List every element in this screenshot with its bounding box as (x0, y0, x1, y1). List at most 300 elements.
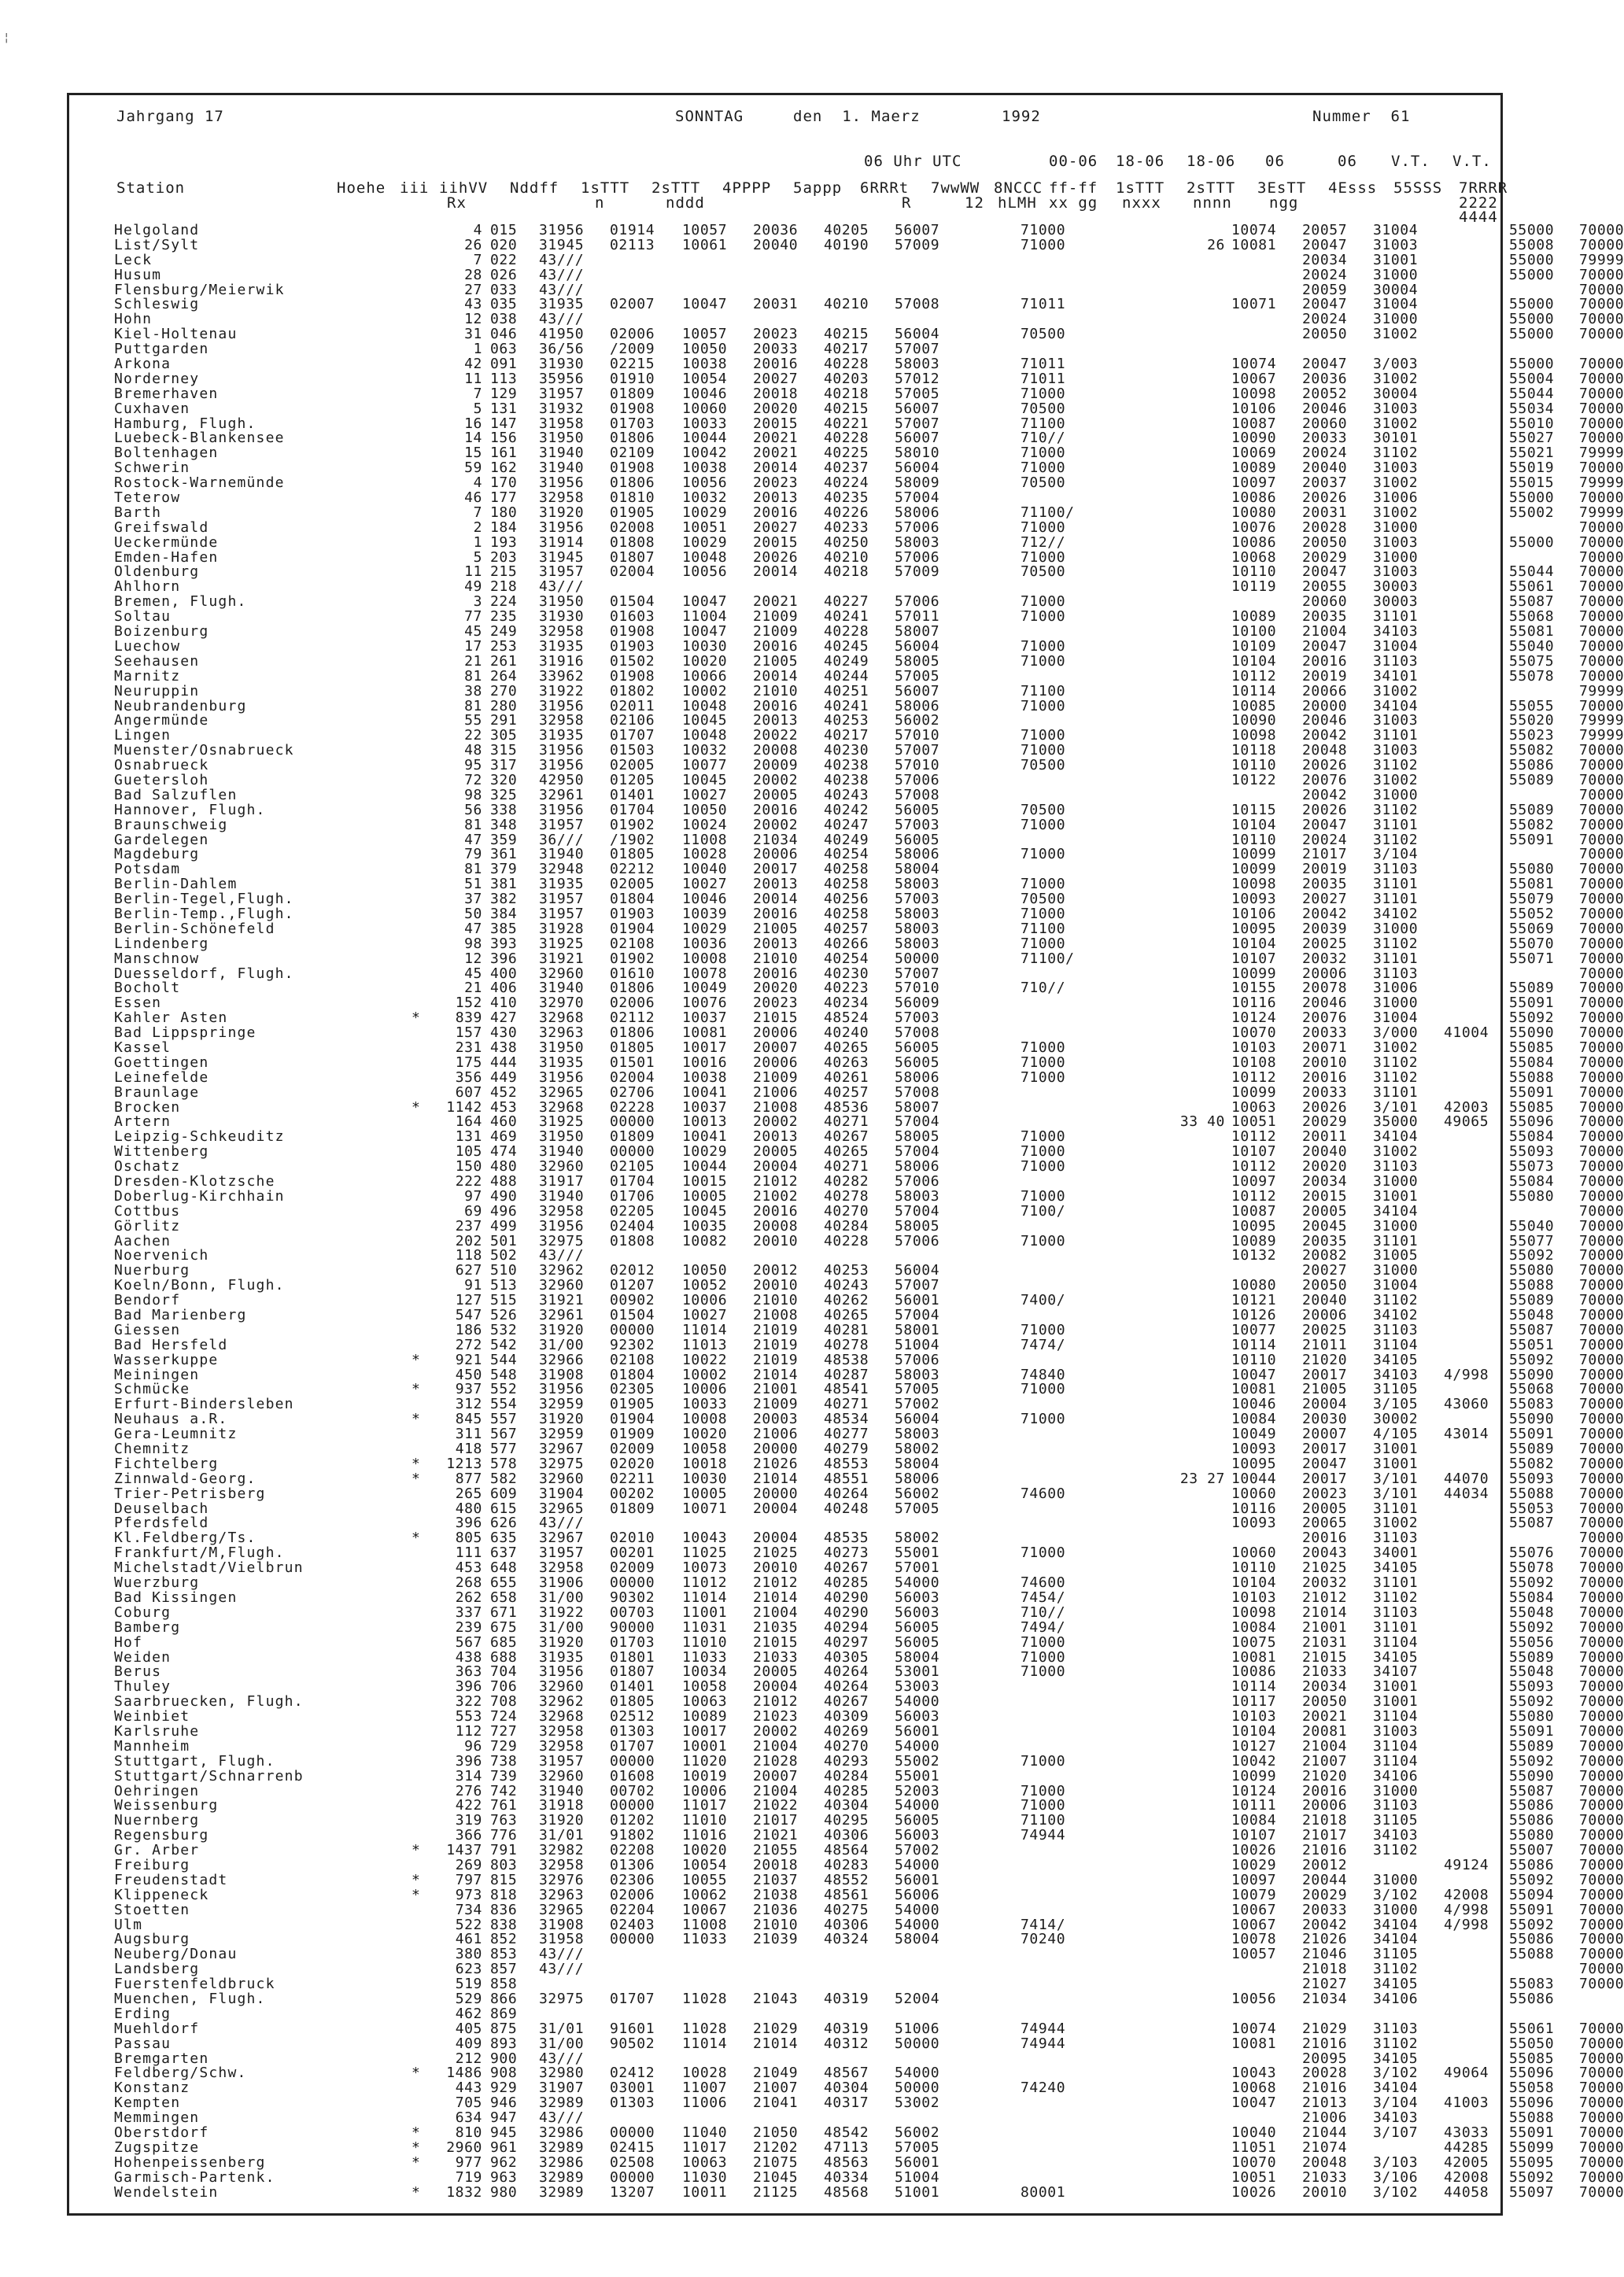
cell-iihvv: 31/00 (539, 2035, 585, 2052)
cell-station-name: Coburg (114, 1603, 172, 1621)
cell-1sttt-b: 10104 (1231, 1722, 1277, 1740)
cell-55sss: 55083 (1509, 1396, 1555, 1413)
cell-iii: 235 (490, 608, 518, 626)
cell-3estt: 34105 (1373, 2050, 1419, 2067)
cell-3estt: 30004 (1373, 281, 1419, 298)
cell-iii: 131 (490, 400, 518, 417)
cell-nddff: 01502 (610, 652, 655, 670)
cell-nddff: 02004 (610, 1068, 655, 1086)
cell-nddff: 01809 (610, 1500, 655, 1517)
cell-iii: 063 (490, 341, 518, 358)
cell-2sttt-b: 21026 (1302, 1931, 1348, 1948)
cell-station-name: Saarbruecken, Flugh. (114, 1693, 304, 1711)
cell-1sttt: 10041 (682, 1128, 728, 1146)
cell-1sttt: 10054 (682, 370, 728, 387)
table-row (114, 1173, 1624, 1190)
cell-2sttt-b: 21044 (1302, 2124, 1348, 2141)
cell-7wwww: 70500 (1021, 400, 1066, 417)
cell-1sttt: 10060 (682, 400, 728, 417)
cell-1sttt-b: 10077 (1231, 1321, 1277, 1338)
cell-1sttt-b: 10074 (1231, 356, 1277, 373)
cell-1sttt: 10032 (682, 742, 728, 759)
cell-nddff: 02105 (610, 1158, 655, 1175)
cell-iihvv: 31958 (539, 415, 585, 432)
cell-nddff: 02108 (610, 1351, 655, 1368)
cell-iihvv: 31922 (539, 682, 585, 699)
cell-hoehe: 26 (464, 236, 482, 253)
cell-3estt: 31000 (1373, 311, 1419, 328)
cell-5appp: 56003 (895, 1827, 940, 1844)
cell-1sttt: 10006 (682, 1381, 728, 1398)
cell-1sttt: 11030 (682, 2168, 728, 2186)
cell-nddff: 01205 (610, 771, 655, 788)
group-18-06a: 18-06 (1116, 153, 1165, 170)
cell-1sttt-b: 10068 (1231, 2080, 1277, 2097)
cell-2sttt-b: 20024 (1302, 311, 1348, 328)
cell-4pppp: 40257 (824, 920, 869, 937)
cell-2sttt-b: 20024 (1302, 831, 1348, 848)
cell-1sttt-b: 10063 (1231, 1098, 1277, 1116)
table-row (114, 370, 1624, 387)
cell-5appp: 56005 (895, 801, 940, 818)
cell-7rrrr: 79999 (1579, 504, 1624, 521)
cell-iii: 438 (490, 1039, 518, 1056)
cell-7rrrr: 70000 (1579, 1603, 1624, 1621)
cell-5appp: 54000 (895, 1737, 940, 1755)
cell-2sttt: 20010 (753, 1232, 799, 1249)
cell-3estt: 31002 (1373, 682, 1419, 699)
cell-55sss: 55092 (1509, 1916, 1555, 1933)
cell-station-name: Schwerin (114, 459, 190, 477)
cell-1sttt: 10029 (682, 504, 728, 521)
cell-nddff: 02005 (610, 757, 655, 774)
cell-2sttt-b: 20005 (1302, 1500, 1348, 1517)
cell-1sttt: 10013 (682, 1113, 728, 1131)
cell-7rrrr: 70000 (1579, 1812, 1624, 1829)
cell-iii: 578 (490, 1455, 518, 1472)
table-row (114, 593, 1624, 611)
cell-hoehe: 480 (455, 1500, 482, 1517)
cell-iihvv: 31/01 (539, 2020, 585, 2037)
cell-4pppp: 40281 (824, 1321, 869, 1338)
cell-station-name: Stuttgart/Schnarrenb (114, 1767, 304, 1784)
cell-55sss: 55073 (1509, 1158, 1555, 1175)
table-row (114, 2124, 1624, 2141)
cell-2sttt-b: 20017 (1302, 1366, 1348, 1383)
cell-5appp: 56004 (895, 326, 940, 343)
cell-iihvv: 32967 (539, 1530, 585, 1547)
cell-1sttt-b: 10047 (1231, 1366, 1277, 1383)
cell-iii: 184 (490, 519, 518, 536)
cell-iii: 026 (490, 266, 518, 283)
table-row (114, 1767, 1624, 1784)
cell-iii: 947 (490, 2109, 518, 2127)
cell-3estt: 30002 (1373, 1411, 1419, 1428)
cell-iihvv: 43/// (539, 1946, 585, 1963)
cell-55sss: 55027 (1509, 430, 1555, 447)
cell-4pppp: 40267 (824, 1128, 869, 1146)
cell-nddff: 02305 (610, 1381, 655, 1398)
cell-3estt: 31101 (1373, 608, 1419, 626)
cell-7rrrr: 70000 (1579, 1693, 1624, 1711)
cell-4pppp: 40278 (824, 1187, 869, 1205)
cell-55sss: 55092 (1509, 1351, 1555, 1368)
cell-7rrrr: 70000 (1579, 370, 1624, 387)
cell-3estt: 31101 (1373, 816, 1419, 833)
cell-7rrrr: 70000 (1579, 1068, 1624, 1086)
cell-55sss: 55089 (1509, 771, 1555, 788)
cell-iii: 488 (490, 1173, 518, 1190)
cell-7rrrr: 70000 (1579, 1054, 1624, 1071)
cell-1sttt-b: 10124 (1231, 1782, 1277, 1799)
cell-7wwww: 71000 (1021, 1752, 1066, 1770)
table-row (114, 623, 1624, 640)
cell-iihvv: 31921 (539, 950, 585, 967)
cell-3estt: 3/000 (1373, 1024, 1419, 1042)
cell-5appp: 57006 (895, 1351, 940, 1368)
cell-2sttt-b: 20042 (1302, 1916, 1348, 1933)
cell-5appp: 55001 (895, 1767, 940, 1784)
cell-nddff: 01910 (610, 370, 655, 387)
cell-nddff: 01707 (610, 1990, 655, 2007)
cell-3estt: 34104 (1373, 1931, 1419, 1948)
cell-4pppp: 40256 (824, 891, 869, 908)
cell-iii: 020 (490, 236, 518, 253)
col-station: Station (116, 179, 186, 197)
cell-iihvv: 31920 (539, 1411, 585, 1428)
cell-nddff: 01908 (610, 400, 655, 417)
cell-1sttt: 11001 (682, 1603, 728, 1621)
cell-2sttt-b: 21018 (1302, 1961, 1348, 1978)
cell-7wwww: 710// (1021, 980, 1066, 997)
cell-7wwww: 71000 (1021, 236, 1066, 253)
cell-3estt: 31101 (1373, 1083, 1419, 1101)
cell-7rrrr: 70000 (1579, 1351, 1624, 1368)
cell-1sttt: 10048 (682, 727, 728, 744)
cell-station-name: Kassel (114, 1039, 172, 1056)
cell-iii: 015 (490, 222, 518, 238)
cell-7rrrr: 79999 (1579, 712, 1624, 729)
cell-1sttt: 11014 (682, 1589, 728, 1606)
cell-2sttt: 20002 (753, 1113, 799, 1131)
cell-2sttt-b: 21029 (1302, 2020, 1348, 2037)
cell-1sttt-b: 10106 (1231, 400, 1277, 417)
table-row (114, 1381, 1624, 1398)
cell-2sttt: 20027 (753, 370, 799, 387)
cell-nddff: 01807 (610, 1663, 655, 1681)
cell-7rrrr: 70000 (1579, 1455, 1624, 1472)
cell-2sttt: 20004 (753, 1678, 799, 1696)
cell-iii: 704 (490, 1663, 518, 1681)
cell-hoehe: 366 (455, 1827, 482, 1844)
cell-7rrrr: 70000 (1579, 2065, 1624, 2082)
table-row (114, 920, 1624, 937)
cell-5appp: 58003 (895, 1187, 940, 1205)
cell-7wwww: 71000 (1021, 1158, 1066, 1175)
cell-1sttt: 10016 (682, 1054, 728, 1071)
table-row (114, 474, 1624, 492)
cell-7rrrr: 70000 (1579, 1143, 1624, 1161)
cell-station-name: Oehringen (114, 1782, 200, 1799)
cell-hoehe: 15 (464, 445, 482, 462)
cell-4pppp: 48568 (824, 2183, 869, 2201)
cell-nddff: 02204 (610, 1901, 655, 1918)
cell-3estt: 31004 (1373, 222, 1419, 238)
cell-4pppp: 48551 (824, 1470, 869, 1487)
cell-7rrrr: 70000 (1579, 1396, 1624, 1413)
table-row (114, 266, 1624, 283)
cell-5appp: 57009 (895, 563, 940, 581)
cell-station-name: Muenster/Osnabrueck (114, 742, 294, 759)
cell-1sttt: 11017 (682, 2139, 728, 2156)
cell-7rrrr: 70000 (1579, 236, 1624, 253)
cell-2sttt: 20014 (753, 459, 799, 477)
cell-7rrrr: 70000 (1579, 578, 1624, 596)
cell-2sttt: 21010 (753, 950, 799, 967)
cell-nddff: 02415 (610, 2139, 655, 2156)
cell-1sttt-b: 10099 (1231, 1767, 1277, 1784)
cell-1sttt: 11025 (682, 1544, 728, 1562)
cell-ffff: 33 40 (1179, 1113, 1225, 1131)
cell-1sttt: 10089 (682, 1708, 728, 1725)
cell-1sttt: 10048 (682, 697, 728, 714)
cell-5appp: 57005 (895, 1381, 940, 1398)
cell-iihvv: 31956 (539, 1663, 585, 1681)
cell-iihvv: 32961 (539, 1307, 585, 1324)
cell-station-name: Berus (114, 1663, 162, 1681)
cell-55sss: 55088 (1509, 2109, 1555, 2127)
cell-4esss: 44058 (1444, 2183, 1489, 2201)
cell-1sttt-b: 10086 (1231, 1663, 1277, 1681)
cell-7rrrr: 79999 (1579, 727, 1624, 744)
cell-2sttt-b: 20016 (1302, 652, 1348, 670)
cell-station-name: Konstanz (114, 2080, 190, 2097)
cell-station-name: Feldberg/Schw. (114, 2065, 247, 2082)
table-row (114, 1396, 1624, 1413)
cell-station-name: Puttgarden (114, 341, 209, 358)
cell-hoehe: 51 (464, 876, 482, 893)
cell-1sttt: 11006 (682, 2094, 728, 2112)
cell-station-name: Trier-Petrisberg (114, 1485, 266, 1502)
cell-5appp: 57010 (895, 727, 940, 744)
cell-7wwww: 7494/ (1021, 1618, 1066, 1636)
cell-hoehe: 81 (464, 861, 482, 878)
cell-2sttt: 21036 (753, 1901, 799, 1918)
cell-station-name: Muehldorf (114, 2020, 200, 2037)
cell-iihvv: 31940 (539, 980, 585, 997)
cell-nddff: 00703 (610, 1603, 655, 1621)
col-iii: iii (400, 179, 430, 197)
cell-iii: 129 (490, 385, 518, 402)
cell-2sttt: 21034 (753, 831, 799, 848)
cell-1sttt-b: 10093 (1231, 891, 1277, 908)
cell-2sttt: 20040 (753, 236, 799, 253)
col-8nccc: 8NCCC (994, 179, 1043, 197)
cell-hoehe: 1437 (446, 1842, 482, 1859)
cell-iihvv: 32958 (539, 1722, 585, 1740)
cell-7rrrr: 70000 (1579, 222, 1624, 238)
cell-1sttt: 10033 (682, 1396, 728, 1413)
cell-3estt: 34103 (1373, 1827, 1419, 1844)
cell-3estt: 34106 (1373, 1990, 1419, 2007)
cell-1sttt-b: 10074 (1231, 2020, 1277, 2037)
cell-1sttt-b: 10089 (1231, 608, 1277, 626)
cell-3estt: 31103 (1373, 2020, 1419, 2037)
cell-2sttt-b: 20078 (1302, 980, 1348, 997)
cell-1sttt: 10063 (682, 1693, 728, 1711)
cell-nddff: 92302 (610, 1336, 655, 1353)
cell-4esss: 4/998 (1444, 1366, 1489, 1383)
cell-iii: 501 (490, 1232, 518, 1249)
cell-3estt: 31002 (1373, 504, 1419, 521)
cell-1sttt: 10020 (682, 652, 728, 670)
cell-iii: 305 (490, 727, 518, 744)
cell-1sttt-b: 10071 (1231, 296, 1277, 313)
table-row (114, 1559, 1624, 1577)
cell-3estt: 34105 (1373, 1351, 1419, 1368)
cell-4pppp: 40264 (824, 1485, 869, 1502)
cell-hoehe: 77 (464, 608, 482, 626)
cell-7wwww: 71000 (1021, 1782, 1066, 1799)
cell-3estt: 31004 (1373, 296, 1419, 313)
cell-5appp: 50000 (895, 2080, 940, 2097)
cell-2sttt-b: 21006 (1302, 2109, 1348, 2127)
cell-2sttt-b: 21015 (1302, 1648, 1348, 1666)
cell-4pppp: 40283 (824, 1856, 869, 1873)
cell-iihvv: 31921 (539, 1292, 585, 1309)
cell-2sttt-b: 21017 (1302, 1827, 1348, 1844)
cell-iihvv: 31940 (539, 1782, 585, 1799)
table-row (114, 385, 1624, 402)
cell-station-name: Memmingen (114, 2109, 200, 2127)
cell-1sttt: 10061 (682, 236, 728, 253)
cell-3estt: 31000 (1373, 1782, 1419, 1799)
cell-station-name: Gardelegen (114, 831, 209, 848)
col-ffff: ff-ff (1049, 179, 1098, 197)
cell-5appp: 58001 (895, 1321, 940, 1338)
cell-nddff: 02009 (610, 1559, 655, 1577)
cell-nddff: 01810 (610, 489, 655, 507)
cell-2sttt: 21010 (753, 1292, 799, 1309)
cell-2sttt: 20014 (753, 891, 799, 908)
cell-station-name: Frankfurt/M,Flugh. (114, 1544, 285, 1562)
group-06a: 06 (1265, 153, 1285, 170)
cell-station-name: Cuxhaven (114, 400, 190, 417)
cell-1sttt: 11028 (682, 2020, 728, 2037)
cell-4pppp: 48552 (824, 1871, 869, 1888)
cell-2sttt: 21009 (753, 623, 799, 640)
cell-7rrrr: 70000 (1579, 2094, 1624, 2112)
cell-nddff: 01504 (610, 1307, 655, 1324)
cell-5appp: 56006 (895, 1886, 940, 1903)
cell-iihvv: 32961 (539, 786, 585, 803)
cell-hoehe: 547 (455, 1307, 482, 1324)
group-vt2: V.T. (1452, 153, 1492, 170)
cell-2sttt: 20021 (753, 430, 799, 447)
cell-2sttt-b: 20016 (1302, 1530, 1348, 1547)
cell-5appp: 56003 (895, 1589, 940, 1606)
cell-7rrrr: 70000 (1579, 861, 1624, 878)
cell-station-name: Leinefelde (114, 1068, 209, 1086)
cell-4pppp: 40290 (824, 1603, 869, 1621)
table-row (114, 1722, 1624, 1740)
cell-7rrrr: 70000 (1579, 995, 1624, 1012)
cell-7rrrr: 70000 (1579, 296, 1624, 313)
cell-hoehe: 112 (455, 1722, 482, 1740)
cell-3estt: 31006 (1373, 980, 1419, 997)
cell-3estt: 3/101 (1373, 1470, 1419, 1487)
cell-5appp: 58002 (895, 1441, 940, 1458)
table-row (114, 1618, 1624, 1636)
cell-7rrrr: 70000 (1579, 548, 1624, 566)
cell-iii: 033 (490, 281, 518, 298)
cell-55sss: 55080 (1509, 1262, 1555, 1279)
cell-2sttt: 21014 (753, 2035, 799, 2052)
cell-1sttt: 10020 (682, 1426, 728, 1443)
table-row (114, 1054, 1624, 1071)
table-row (114, 2139, 1624, 2156)
cell-4pppp: 40250 (824, 533, 869, 551)
cell-3estt: 31003 (1373, 236, 1419, 253)
cell-3estt: 31002 (1373, 1143, 1419, 1161)
cell-iii: 857 (490, 1961, 518, 1978)
cell-1sttt-b: 10099 (1231, 965, 1277, 982)
table-row (114, 1039, 1624, 1056)
cell-station-name: Noervenich (114, 1247, 209, 1264)
cell-iihvv: 31925 (539, 935, 585, 952)
cell-nddff: 01801 (610, 1648, 655, 1666)
mountain-marker: * (412, 1871, 421, 1888)
cell-iihvv: 32975 (539, 1232, 585, 1249)
cell-3estt: 3/104 (1373, 846, 1419, 863)
cell-nddff: 02008 (610, 519, 655, 536)
cell-hoehe: 519 (455, 1976, 482, 1993)
cell-1sttt-b: 10081 (1231, 1381, 1277, 1398)
cell-iii: 038 (490, 311, 518, 328)
cell-55sss: 55085 (1509, 2050, 1555, 2067)
table-row (114, 1202, 1624, 1220)
cell-5appp: 57002 (895, 1842, 940, 1859)
cell-1sttt-b: 10114 (1231, 1336, 1277, 1353)
cell-4pppp: 40225 (824, 445, 869, 462)
cell-5appp: 54000 (895, 1574, 940, 1592)
cell-4pppp: 40253 (824, 712, 869, 729)
cell-iihvv: 41950 (539, 326, 585, 343)
col-2sttt-b: 2sTTT (1187, 179, 1236, 197)
cell-hoehe: 42 (464, 356, 482, 373)
cell-4pppp: 40271 (824, 1113, 869, 1131)
cell-1sttt-b: 10081 (1231, 236, 1277, 253)
cell-4esss: 44285 (1444, 2139, 1489, 2156)
cell-7wwww: 71000 (1021, 548, 1066, 566)
table-row (114, 1856, 1624, 1873)
cell-1sttt: 10027 (682, 1307, 728, 1324)
cell-7rrrr: 70000 (1579, 281, 1624, 298)
cell-iihvv: 32958 (539, 1202, 585, 1220)
cell-nddff: 02106 (610, 712, 655, 729)
cell-hoehe: 16 (464, 415, 482, 432)
cell-3estt: 31003 (1373, 563, 1419, 581)
cell-1sttt: 10057 (682, 222, 728, 238)
cell-iihvv: 31956 (539, 742, 585, 759)
cell-2sttt: 21008 (753, 1307, 799, 1324)
cell-4pppp: 40295 (824, 1812, 869, 1829)
cell-55sss: 55040 (1509, 1217, 1555, 1234)
cell-station-name: Bendorf (114, 1292, 181, 1309)
cell-hoehe: 405 (455, 2020, 482, 2037)
cell-hoehe: 422 (455, 1797, 482, 1814)
cell-55sss: 55044 (1509, 385, 1555, 402)
